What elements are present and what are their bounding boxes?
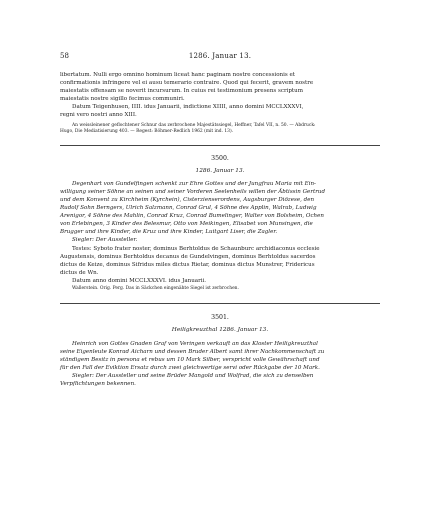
summary-line: seine Eigenleute Konrad Aicharn und dessen Bruder Albert samt ihrer Nachkommenschaft zu: [60, 349, 325, 355]
datum-line: Datum anno domini MCCLXXXVI. idus Januarii.: [72, 278, 207, 284]
summary-line: Arenigor, 4 Söhne des Mahlin, Conrad Kruz, Conrad Bumelinger, Walter von Bolsheim, Ochen: [60, 213, 324, 219]
testes-line: dictus de Wn.: [60, 270, 99, 276]
summary-line: von Erlebingen, 3 Kinder des Belesmur, Otto von Meikingen, Elisabet von Munsingen, die: [60, 221, 313, 227]
text-line: maiestatis nostre sigillo fecimus communiri.: [60, 96, 185, 102]
page-number: 58: [60, 52, 69, 60]
text-line: maiestatis offensam se noverit incursurum. In cuius rei testimonium presens scriptum: [60, 88, 303, 94]
document-number: 3500.: [211, 155, 229, 162]
siegler-line: Siegler: Der Aussteller.: [72, 237, 138, 243]
document-summary: [60, 180, 380, 244]
footnote-line: Hugo, Die Mediatisierung 403. — Regest: Böhmer-Redlich 1962 (mit ind. 13).: [60, 129, 234, 135]
datum-line: Datum Teigenhusen, IIII. idus Januarii, indictione XIIII, anno domini MCCLXXXVI,: [72, 104, 304, 110]
footnote: [60, 123, 380, 135]
divider: [60, 145, 380, 146]
testes-line: Testes: Syboto frater noster, dominus Berhtoldus de Schaunburc archidiaconus ecclesie: [72, 246, 320, 252]
document-summary: [60, 340, 380, 388]
document-body: [60, 245, 380, 285]
testes-line: Augustensis, dominus Berhtoldus decanus de Gundelvingen, dominus Berhtoldus sacerdos: [60, 254, 316, 260]
summary-line: und dem Konvent zu Kirchheim (Kyrchein), Cisterzienserordens, Augsburger Diözese, den: [60, 197, 315, 203]
testes-line: dictus de Keize, dominus Sifridus miles dictus Rietar, dominus dictus Munstrer, Fridericus: [60, 262, 315, 268]
footnote: [60, 286, 380, 292]
divider: [60, 303, 380, 304]
footnote-line: An weissleinener geflochtener Schnur das zerbrochene Majestätssiegel, Heffner, Tafel VII, n. 50. — Abdruck:: [72, 123, 316, 128]
summary-line: willigung seiner Söhne an seinen und seiner Vorderen Seelenheils willen der Äbtissin Gertrud: [60, 189, 325, 195]
footnote-line: Wallerstein. Orig. Perg. Das in Säckchen eingenähte Siegel ist zerbrochen.: [72, 286, 239, 291]
running-header: [60, 52, 380, 64]
siegler-line: Siegler: Der Aussteller und seine Brüder Mangold und Wolfrad, die sich zu denselben: [72, 373, 314, 379]
text-line: confirmationis infringere vel ei ausu temerario contraire. Quod qui fecerit, gravem nostre: [60, 80, 314, 86]
document-date: 1286. Januar 13.: [195, 168, 245, 174]
summary-line: Degenhart von Gundelfingen schenkt zur Ehre Gottes und der Jungfrau Maria mit Ein-: [72, 181, 316, 187]
document-date: Heiligkreuzthal 1286. Januar 13.: [171, 327, 269, 333]
summary-line: ständigem Besitz in persona et rebus um 10 Mark Silber, verspricht volle Gewährschaft und: [60, 357, 320, 363]
continuation-text: [60, 71, 380, 119]
summary-line: für den Fall der Eviktion Ersatz durch zwei gleichwertige servi oder Rückgabe der 10 Mark.: [60, 365, 320, 371]
summary-line: Rudolf Sohn Berngers, Ulrich Salzmann, Conrad Grul, 4 Söhne des Applin, Walrab, Ludwig: [60, 205, 317, 211]
summary-line: Heinrich von Gottes Gnaden Graf von Veringen verkauft an das Kloster Heiligkreuzthal: [72, 341, 318, 347]
document-number: 3501.: [211, 314, 229, 321]
header-date: 1286. Januar 13.: [188, 52, 252, 60]
summary-line: Verpflichtungen bekennen.: [60, 381, 136, 387]
datum-line: regni vero nostri anno XIII.: [60, 112, 137, 118]
summary-line: Brugger und ihre Kinder, die Kruz und ihre Kinder, Luitgart Liser, die Zagler.: [60, 229, 278, 235]
text-line: libertatum. Nulli ergo omnino hominum liceat hanc paginam nostre concessionis et: [60, 72, 296, 78]
